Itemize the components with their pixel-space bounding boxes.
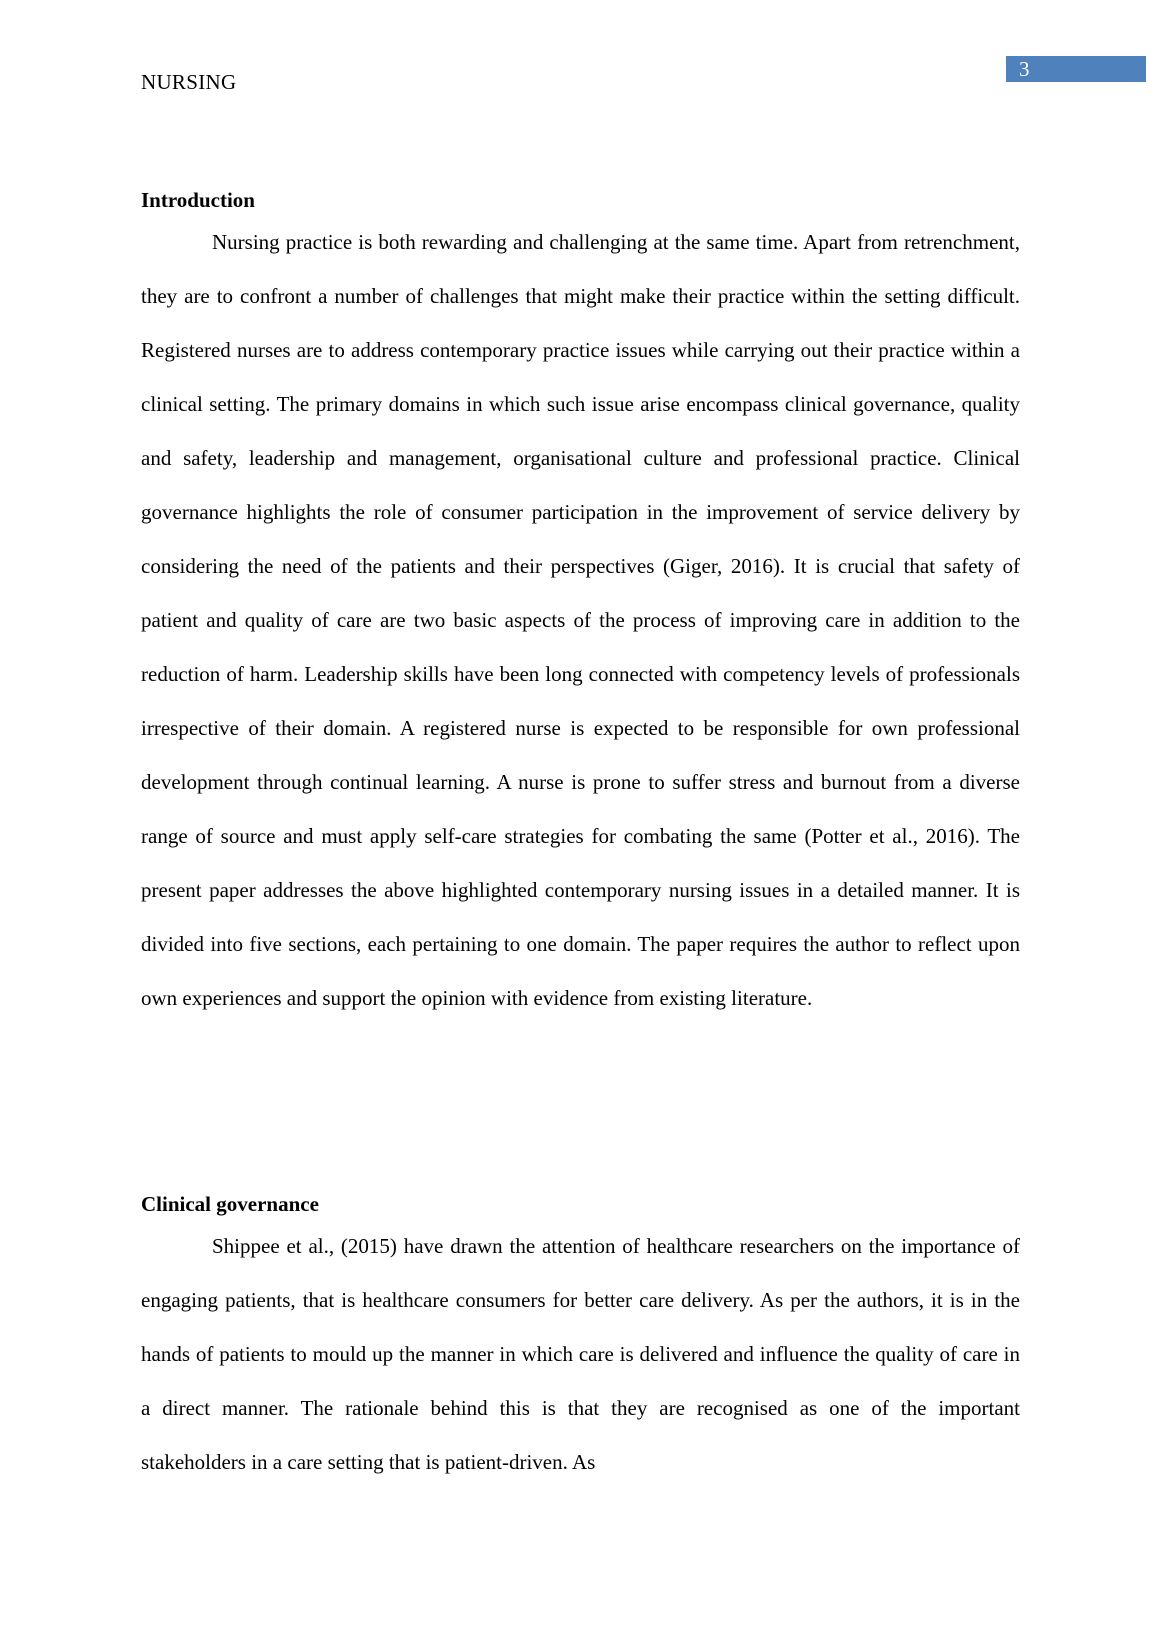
introduction-paragraph: Nursing practice is both rewarding and challenging at the same time. Apart from retrenchment, they are to confront a number of challenges that might make their practice within the setting difficult. Registered nurses are to address contemporary practice issues while carrying out their practice within a clinical setting. The primary domains in which such issue arise encompass clinical governance, quality and safety, leadership and management, organisational culture and professional practice. Clinical governance highlights the role of consumer participation in the improvement of service delivery by considering the need of the patients and their perspectives (Giger, 2016). It is crucial that safety of patient and quality of care are two basic aspects of the process of improving care in addition to the reduction of harm. Leadership skills have been long connected with competency levels of professionals irrespective of their domain. A registered nurse is expected to be responsible for own professional development through continual learning. A nurse is prone to suffer stress and burnout from a diverse range of source and must apply self-care strategies for combating the same (Potter et al., 2016). The present paper addresses the above highlighted contemporary nursing issues in a detailed manner. It is divided into five sections, each pertaining to one domain. The paper requires the author to reflect upon own experiences and support the opinion with evidence from existing literature. [141, 230, 1020, 1010]
running-head: NURSING [141, 70, 237, 94]
clinical-governance-paragraph: Shippee et al., (2015) have drawn the attention of healthcare researchers on the importance of engaging patients, that is healthcare consumers for better care delivery. As per the authors, it is in the hands of patients to mould up the manner in which care is delivered and influence the quality of care in a direct manner. The rationale behind this is that they are recognised as one of the important stakeholders in a care setting that is patient-driven. As [141, 1234, 1020, 1474]
page-number: 3 [1006, 56, 1146, 82]
section-heading-clinical-governance: Clinical governance [141, 1192, 319, 1216]
section-heading-introduction: Introduction [141, 188, 255, 212]
